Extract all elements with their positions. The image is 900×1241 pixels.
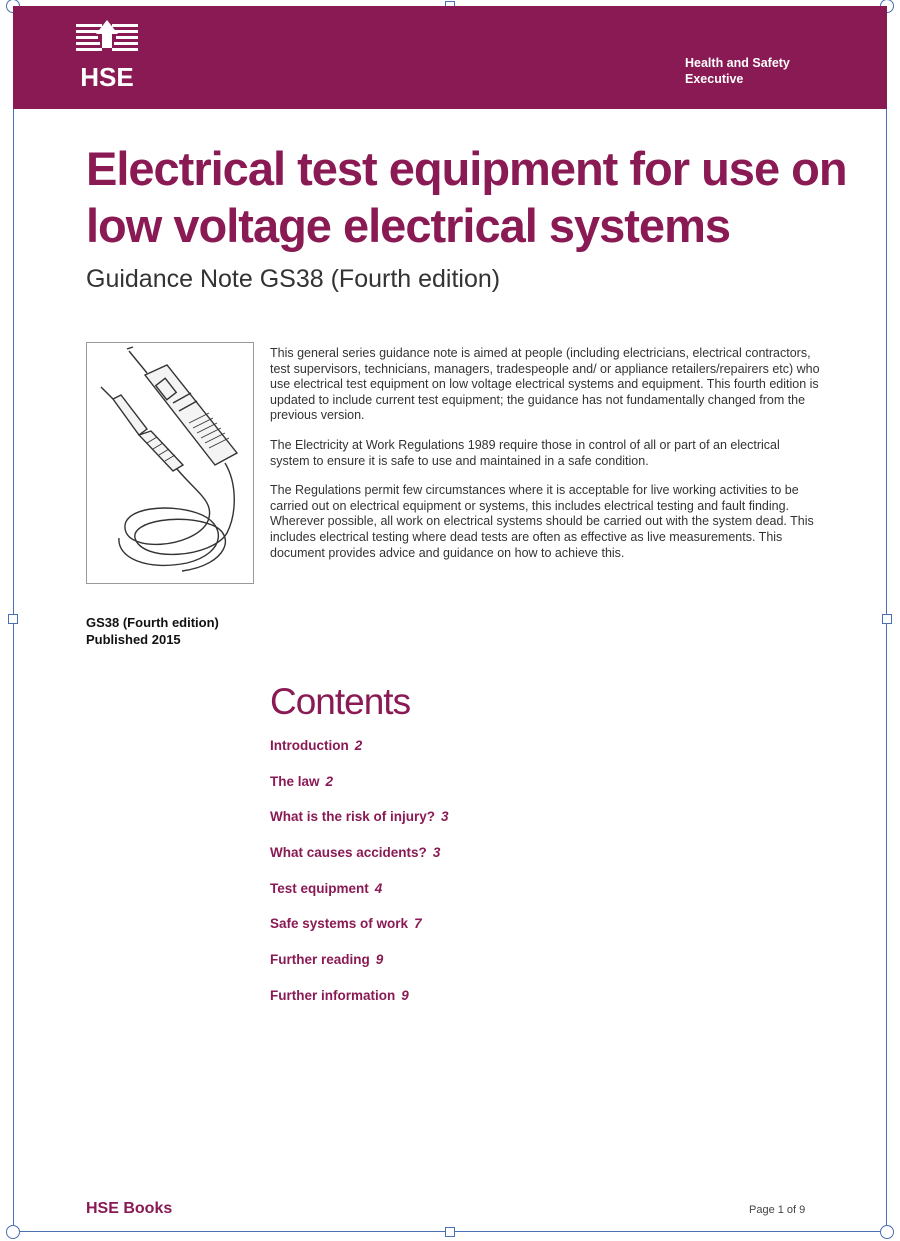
contents-item-page: 3	[432, 845, 441, 861]
intro-paragraph: The Electricity at Work Regulations 1989 require those in control of all or part of an electrical system to ensure it is safe to use and maintained in a safe condition.	[270, 437, 780, 468]
hse-emblem-icon	[72, 18, 142, 62]
published-date: Published 2015	[86, 632, 181, 647]
contents-item-introduction[interactable]	[270, 736, 449, 772]
resize-handle-left[interactable]	[8, 614, 18, 624]
contents-item-label: Further information	[270, 987, 396, 1003]
contents-item-page: 9	[401, 987, 409, 1003]
cover-figure	[86, 342, 254, 584]
contents-item-risk-of-injury[interactable]	[270, 807, 449, 843]
contents-item-label: The law	[270, 773, 320, 789]
contents-item-page: 9	[375, 952, 384, 968]
document-subtitle: Guidance Note GS38 (Fourth edition)	[86, 265, 501, 293]
contents-item-label: What is the risk of injury?	[270, 809, 436, 825]
resize-handle-bottom-left[interactable]	[6, 1225, 20, 1239]
contents-item-further-information[interactable]	[270, 986, 449, 1022]
resize-handle-right[interactable]	[882, 614, 892, 624]
contents-item-page: 4	[374, 880, 383, 896]
intro-text	[270, 346, 820, 575]
contents-item-the-law[interactable]	[270, 772, 449, 808]
contents-item-causes-accidents[interactable]	[270, 843, 449, 879]
resize-handle-bottom-right[interactable]	[880, 1225, 894, 1239]
intro-paragraph: The Regulations permit few circumstances where it is acceptable for live working activities to be carried out on electrical equipment or systems, this includes electrical testing and fault finding. Wherever possible, all work on electrical systems should be carried out with the system dead. This includes electrical testing where dead tests are often as effective as live measurements. This document provides advice and guidance on how to achieve this.	[270, 483, 814, 560]
contents-item-label: Further reading	[270, 952, 370, 968]
contents-item-safe-systems[interactable]	[270, 914, 449, 950]
contents-item-label: Introduction	[270, 738, 349, 753]
contents-item-page: 3	[441, 809, 449, 825]
contents-item-test-equipment[interactable]	[270, 879, 449, 915]
footer-brand: HSE Books	[86, 1200, 173, 1217]
contents-item-label: What causes accidents?	[270, 845, 427, 861]
contents-item-page: 2	[354, 738, 363, 753]
document-title: Electrical test equipment for use on low voltage electrical systems	[86, 142, 847, 252]
contents-heading: Contents	[270, 681, 411, 722]
hse-logo-text: HSE	[80, 62, 134, 92]
edition-label: GS38 (Fourth edition)	[86, 615, 219, 630]
resize-handle-bottom[interactable]	[445, 1227, 455, 1237]
intro-paragraph: This general series guidance note is aimed at people (including electricians, electrical contractors, test supervisors, technicians, managers, tradespeople and/ or appliance retailers/repairers etc) who use electrical test equipment on low voltage electrical systems and equipment. This fourth edition is updated to include current test equipment; the guidance has not fundamentally changed from the previous version.	[270, 346, 820, 423]
contents-item-label: Test equipment	[270, 880, 369, 896]
contents-list	[270, 736, 449, 1022]
voltage-tester-probes-illustration	[87, 343, 253, 583]
contents-item-page: 2	[325, 773, 334, 789]
hse-logo	[72, 18, 142, 90]
contents-item-page: 7	[414, 916, 422, 932]
organisation-name: Health and Safety Executive	[685, 56, 790, 86]
contents-item-label: Safe systems of work	[270, 916, 409, 932]
page-indicator: Page 1 of 9	[749, 1204, 806, 1216]
contents-item-further-reading[interactable]	[270, 950, 449, 986]
publication-info	[86, 614, 219, 648]
